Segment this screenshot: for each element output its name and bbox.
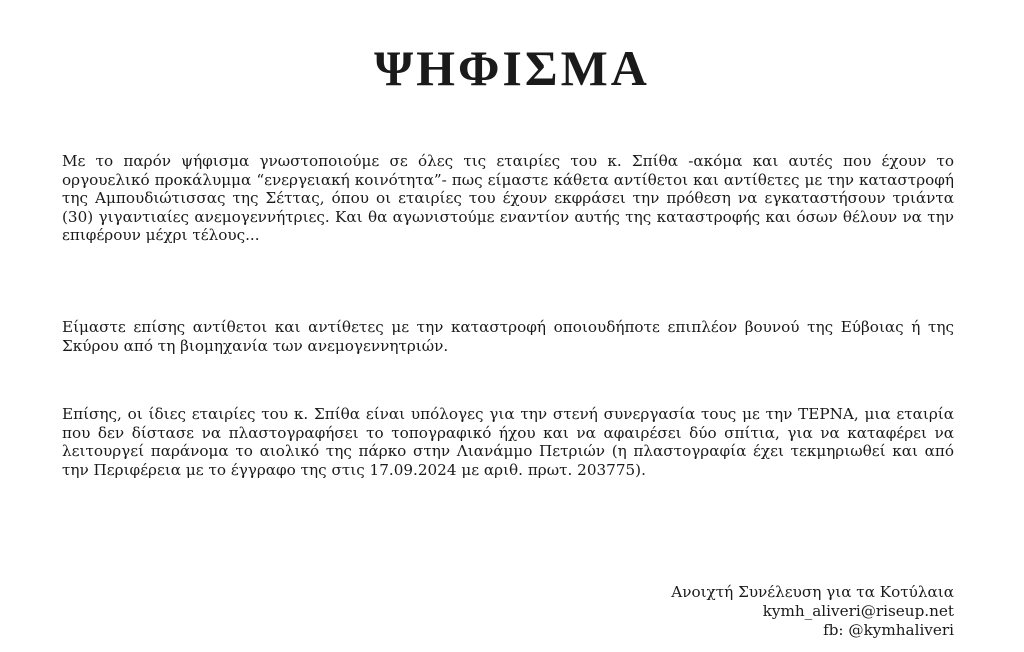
signature-name: Ανοιχτή Συνέλευση για τα Κοτύλαια [671, 583, 954, 601]
signature-block [671, 583, 954, 640]
paragraph-1: Με το παρόν ψήφισμα γνωστοποιούμε σε όλες τις εταιρίες του κ. Σπίθα -ακόμα και αυτές που έχουν το οργουελικό προκάλυμμα “ενεργειακή κοινότητα”- πως είμαστε κάθετα αντίθετοι και αντίθετες με την καταστροφή της Αμπουδιώτισσας της Σέττας, όπου οι εταιρίες του έχουν εκφράσει την πρόθεση να εγκαταστήσουν τριάντα (30) γιγαντιαίες ανεμογεννήτριες. Και θα αγωνιστούμε εναντίον αυτής της καταστροφής και όσων θέλουν να την επιφέρουν μέχρι τέλους... [62, 152, 954, 244]
signature-email: kymh_aliveri@riseup.net [762, 602, 954, 620]
paragraph-3: Επίσης, οι ίδιες εταιρίες του κ. Σπίθα είναι υπόλογες για την στενή συνεργασία τους με την ΤΕΡΝΑ, μια εταιρία που δεν δίστασε να πλαστογραφήσει το τοπογραφικό ήχου και να αφαιρέσει δύο σπίτια, για να καταφέρει να λειτουργεί παράνομα το αιολικό της πάρκο στην Λιανάμμο Πετριών (η πλαστογραφία έχει τεκμηριωθεί και από την Περιφέρεια με το έγγραφο της στις 17.09.2024 με αριθ. πρωτ. 203775). [62, 405, 954, 479]
paragraph-2: Είμαστε επίσης αντίθετοι και αντίθετες με την καταστροφή οποιουδήποτε επιπλέον βουνού της Εύβοιας ή της Σκύρου από τη βιομηχανία των ανεμογεννητριών. [62, 318, 954, 355]
document-title: ΨΗΦΙΣΜΑ [374, 40, 650, 96]
signature-facebook: fb: @kymhaliveri [823, 621, 954, 639]
